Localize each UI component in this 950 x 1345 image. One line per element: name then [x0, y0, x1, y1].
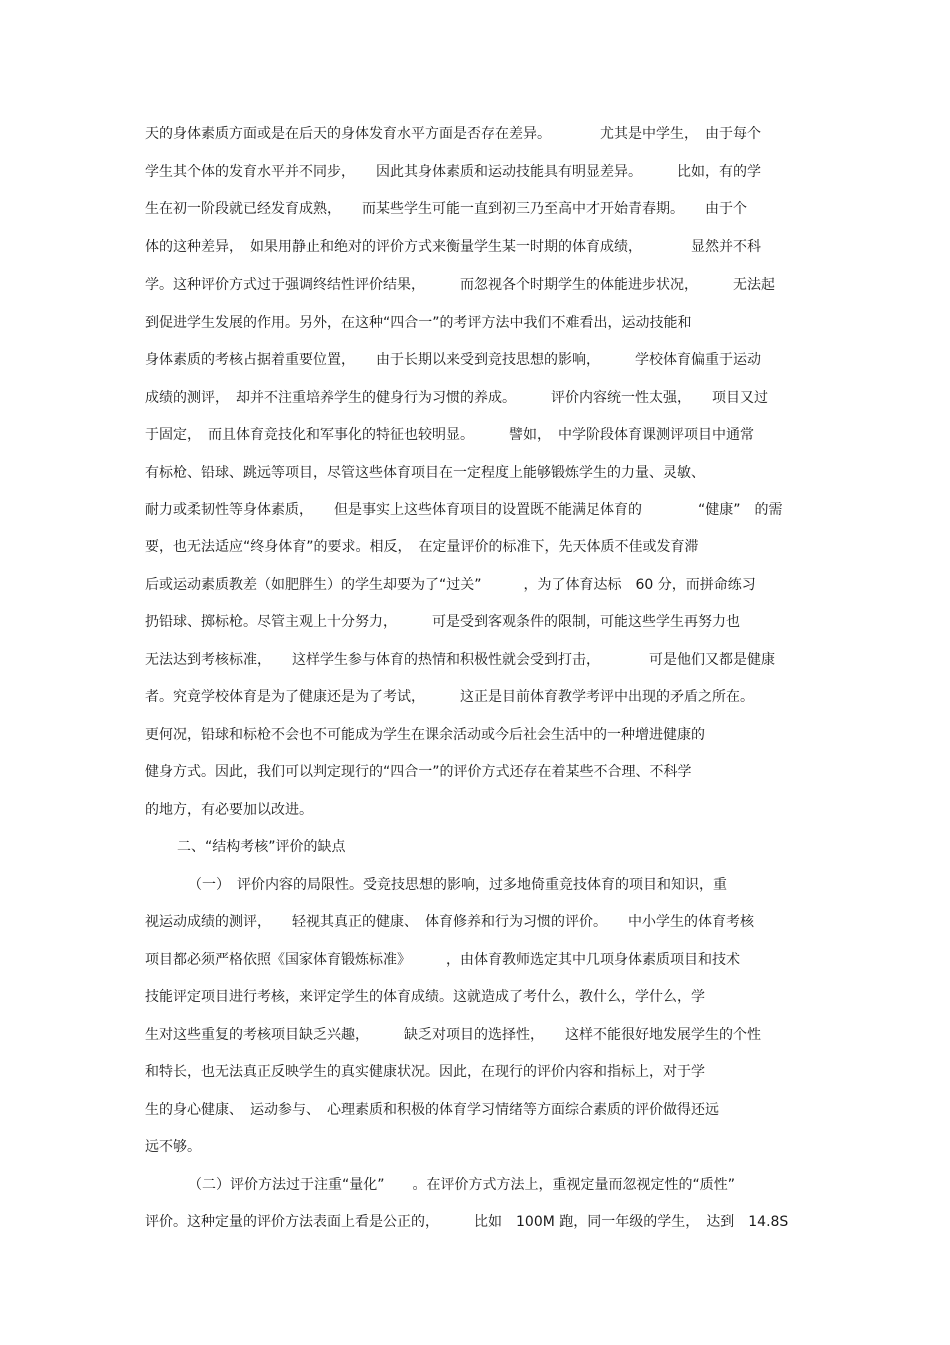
- text-line: 后或运动素质教差（如肥胖生）的学生却要为了“过关” ，为了体育达标 60 分，而拼命练习: [145, 577, 756, 593]
- text-line: 于固定， 而且体育竞技化和军事化的特征也较明显。 譬如， 中学阶段体育课测评项目中通常: [145, 427, 754, 443]
- text-line: 生对这些重复的考核项目缺乏兴趣， 缺乏对项目的选择性， 这样不能很好地发展学生的个性: [145, 1027, 761, 1043]
- text-line: 学生其个体的发育水平并不同步， 因此其身体素质和运动技能具有明显差异。 比如，有的学: [145, 164, 761, 180]
- text-line: 更何况，铅球和标枪不会也不可能成为学生在课余活动或今后社会生活中的一种增进健康的: [145, 727, 705, 743]
- text-line: 和特长，也无法真正反映学生的真实健康状况。因此，在现行的评价内容和指标上，对于学: [145, 1064, 705, 1080]
- text-line: 视运动成绩的测评， 轻视其真正的健康、 体育修养和行为习惯的评价。 中小学生的体育考核: [145, 914, 754, 930]
- text-line: 生的身心健康、 运动参与、 心理素质和积极的体育学习情绪等方面综合素质的评价做得还远: [145, 1102, 719, 1118]
- text-line: 生在初一阶段就已经发育成熟， 而某些学生可能一直到初三乃至高中才开始青春期。 由于个: [145, 201, 747, 217]
- subsection-heading: （一） 评价内容的局限性。受竞技思想的影响，过多地倚重竞技体育的项目和知识，重: [188, 877, 727, 893]
- text-line: 项目都必须严格依照《国家体育锻炼标准》 ，由体育教师选定其中几项身体素质项目和技术: [145, 952, 740, 968]
- text-line: 者。究竟学校体育是为了健康还是为了考试， 这正是目前体育教学考评中出现的矛盾之所在。: [145, 689, 754, 705]
- text-line: 远不够。: [145, 1139, 201, 1155]
- text-line: 技能评定项目进行考核，来评定学生的体育成绩。这就造成了考什么，教什么，学什么，学: [145, 989, 705, 1005]
- text-line: 评价。这种定量的评价方法表面上看是公正的， 比如 100M 跑，同一年级的学生， 达到 14.8S: [145, 1214, 789, 1230]
- text-line: 耐力或柔韧性等身体素质， 但是事实上这些体育项目的设置既不能满足体育的 “健康” 的需: [145, 502, 783, 518]
- text-line: 身体素质的考核占据着重要位置， 由于长期以来受到竞技思想的影响， 学校体育偏重于运动: [145, 352, 761, 368]
- text-line: 的地方，有必要加以改进。: [145, 802, 313, 818]
- subsection-heading: （二）评价方法过于注重“量化” 。在评价方式方法上，重视定量而忽视定性的“质性”: [188, 1177, 736, 1193]
- text-line: 体的这种差异， 如果用静止和绝对的评价方式来衡量学生某一时期的体育成绩， 显然并不科: [145, 239, 761, 255]
- text-line: 要，也无法适应“终身体育”的要求。相反， 在定量评价的标准下，先天体质不佳或发育滞: [145, 539, 699, 555]
- text-line: 学。这种评价方式过于强调终结性评价结果， 而忽视各个时期学生的体能进步状况， 无法起: [145, 277, 775, 293]
- text-line: 有标枪、铅球、跳远等项目，尽管这些体育项目在一定程度上能够锻炼学生的力量、灵敏、: [145, 465, 705, 481]
- text-line: 成绩的测评， 却并不注重培养学生的健身行为习惯的养成。 评价内容统一性太强， 项目又过: [145, 390, 768, 406]
- text-line: 扔铅球、掷标枪。尽管主观上十分努力， 可是受到客观条件的限制，可能这些学生再努力也: [145, 614, 740, 630]
- section-heading: 二、“结构考核”评价的缺点: [177, 839, 346, 855]
- text-line: 无法达到考核标准， 这样学生参与体育的热情和积极性就会受到打击， 可是他们又都是健康: [145, 652, 775, 668]
- text-line: 天的身体素质方面或是在后天的身体发育水平方面是否存在差异。 尤其是中学生， 由于每个: [145, 126, 761, 142]
- text-line: 健身方式。因此，我们可以判定现行的“四合一”的评价方式还存在着某些不合理、不科学: [145, 764, 692, 780]
- text-line: 到促进学生发展的作用。另外，在这种“四合一”的考评方法中我们不难看出，运动技能和: [145, 315, 692, 331]
